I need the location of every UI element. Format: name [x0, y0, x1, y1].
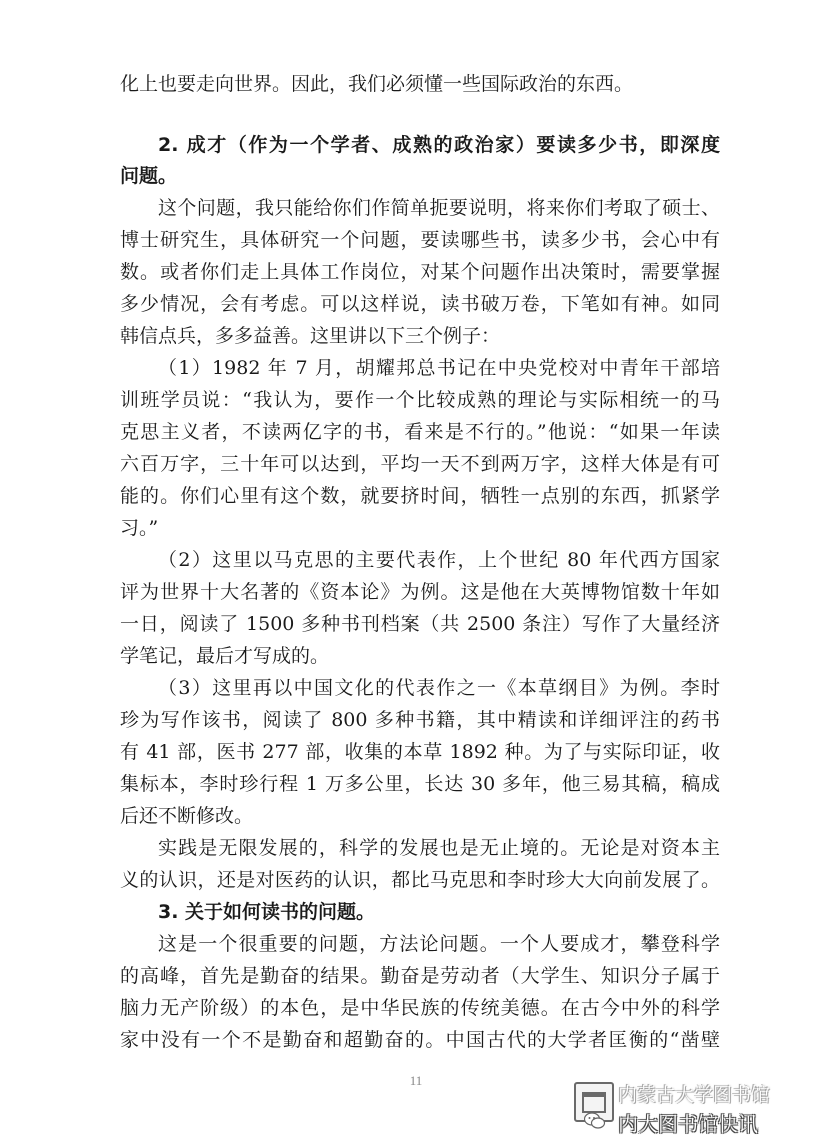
- text-line: 脑力无产阶级）的本色，是中华民族的传统美德。在古今中外的科学: [120, 997, 720, 1019]
- text-line: 训班学员说：“我认为，要作一个比较成熟的理论与实际相统一的马: [120, 389, 720, 411]
- text-line: 家中没有一个不是勤奋和超勤奋的。中国古代的大学者匡衡的“凿壁: [120, 1029, 720, 1051]
- text-line: （2）这里以马克思的主要代表作，上个世纪 80 年代西方国家: [158, 549, 720, 571]
- text-line: （1）1982 年 7 月，胡耀邦总书记在中央党校对中青年干部培: [158, 357, 720, 379]
- page-number: 11: [409, 1073, 423, 1088]
- text-line: 集标本，李时珍行程 1 万多公里，长达 30 多年，他三易其稿，稿成: [120, 773, 720, 795]
- wechat-icon: [584, 1112, 606, 1130]
- section-heading: 2. 成才（作为一个学者、成熟的政治家）要读多少书，即深度: [158, 134, 720, 156]
- text-line: 克思主义者，不读两亿字的书，看来是不行的。”他说：“如果一年读: [120, 421, 720, 443]
- watermark-line-2: 内大图书馆快讯: [618, 1112, 758, 1136]
- text-line: 六百万字，三十年可以达到，平均一天不到两万字，这样大体是有可: [120, 453, 720, 475]
- watermark-line-1: 内蒙古大学图书馆: [618, 1084, 771, 1106]
- text-line: 一日，阅读了 1500 多种书刊档案（共 2500 条注）写作了大量经济: [120, 613, 720, 635]
- text-line: 习。”: [120, 517, 159, 539]
- text-line: 实践是无限发展的，科学的发展也是无止境的。无论是对资本主: [158, 837, 720, 859]
- text-line: 珍为写作该书，阅读了 800 多种书籍，其中精读和详细评注的药书: [120, 709, 720, 731]
- text-line: 多少情况，会有考虑。可以这样说，读书破万卷，下笔如有神。如同: [120, 293, 720, 315]
- text-line: （3）这里再以中国文化的代表作之一《本草纲目》为例。李时: [158, 677, 720, 699]
- text-line: 化上也要走向世界。因此，我们必须懂一些国际政治的东西。: [120, 73, 634, 95]
- text-line: 能的。你们心里有这个数，就要挤时间，牺牲一点别的东西，抓紧学: [120, 485, 720, 507]
- text-line: 的高峰，首先是勤奋的结果。勤奋是劳动者（大学生、知识分子属于: [120, 965, 720, 987]
- text-line: 这个问题，我只能给你们作简单扼要说明，将来你们考取了硕士、: [158, 197, 720, 219]
- text-line: 韩信点兵，多多益善。这里讲以下三个例子：: [120, 325, 501, 347]
- text-line: 数。或者你们走上具体工作岗位，对某个问题作出决策时，需要掌握: [120, 261, 720, 283]
- text-line: 评为世界十大名著的《资本论》为例。这是他在大英博物馆数十年如: [120, 581, 720, 603]
- section-heading: 3. 关于如何读书的问题。: [158, 901, 376, 923]
- text-line: 义的认识，还是对医药的认识，都比马克思和李时珍大大向前发展了。: [120, 869, 720, 891]
- text-line: 这是一个很重要的问题，方法论问题。一个人要成才，攀登科学: [158, 933, 720, 955]
- text-line: 博士研究生，具体研究一个问题，要读哪些书，读多少书，会心中有: [120, 229, 720, 251]
- watermark: [574, 1080, 814, 1136]
- section-heading: 问题。: [120, 165, 178, 187]
- text-line: 后还不断修改。: [120, 805, 254, 827]
- text-line: 有 41 部，医书 277 部，收集的本草 1892 种。为了与实际印证，收: [120, 741, 720, 763]
- text-line: 学笔记，最后才写成的。: [120, 645, 330, 667]
